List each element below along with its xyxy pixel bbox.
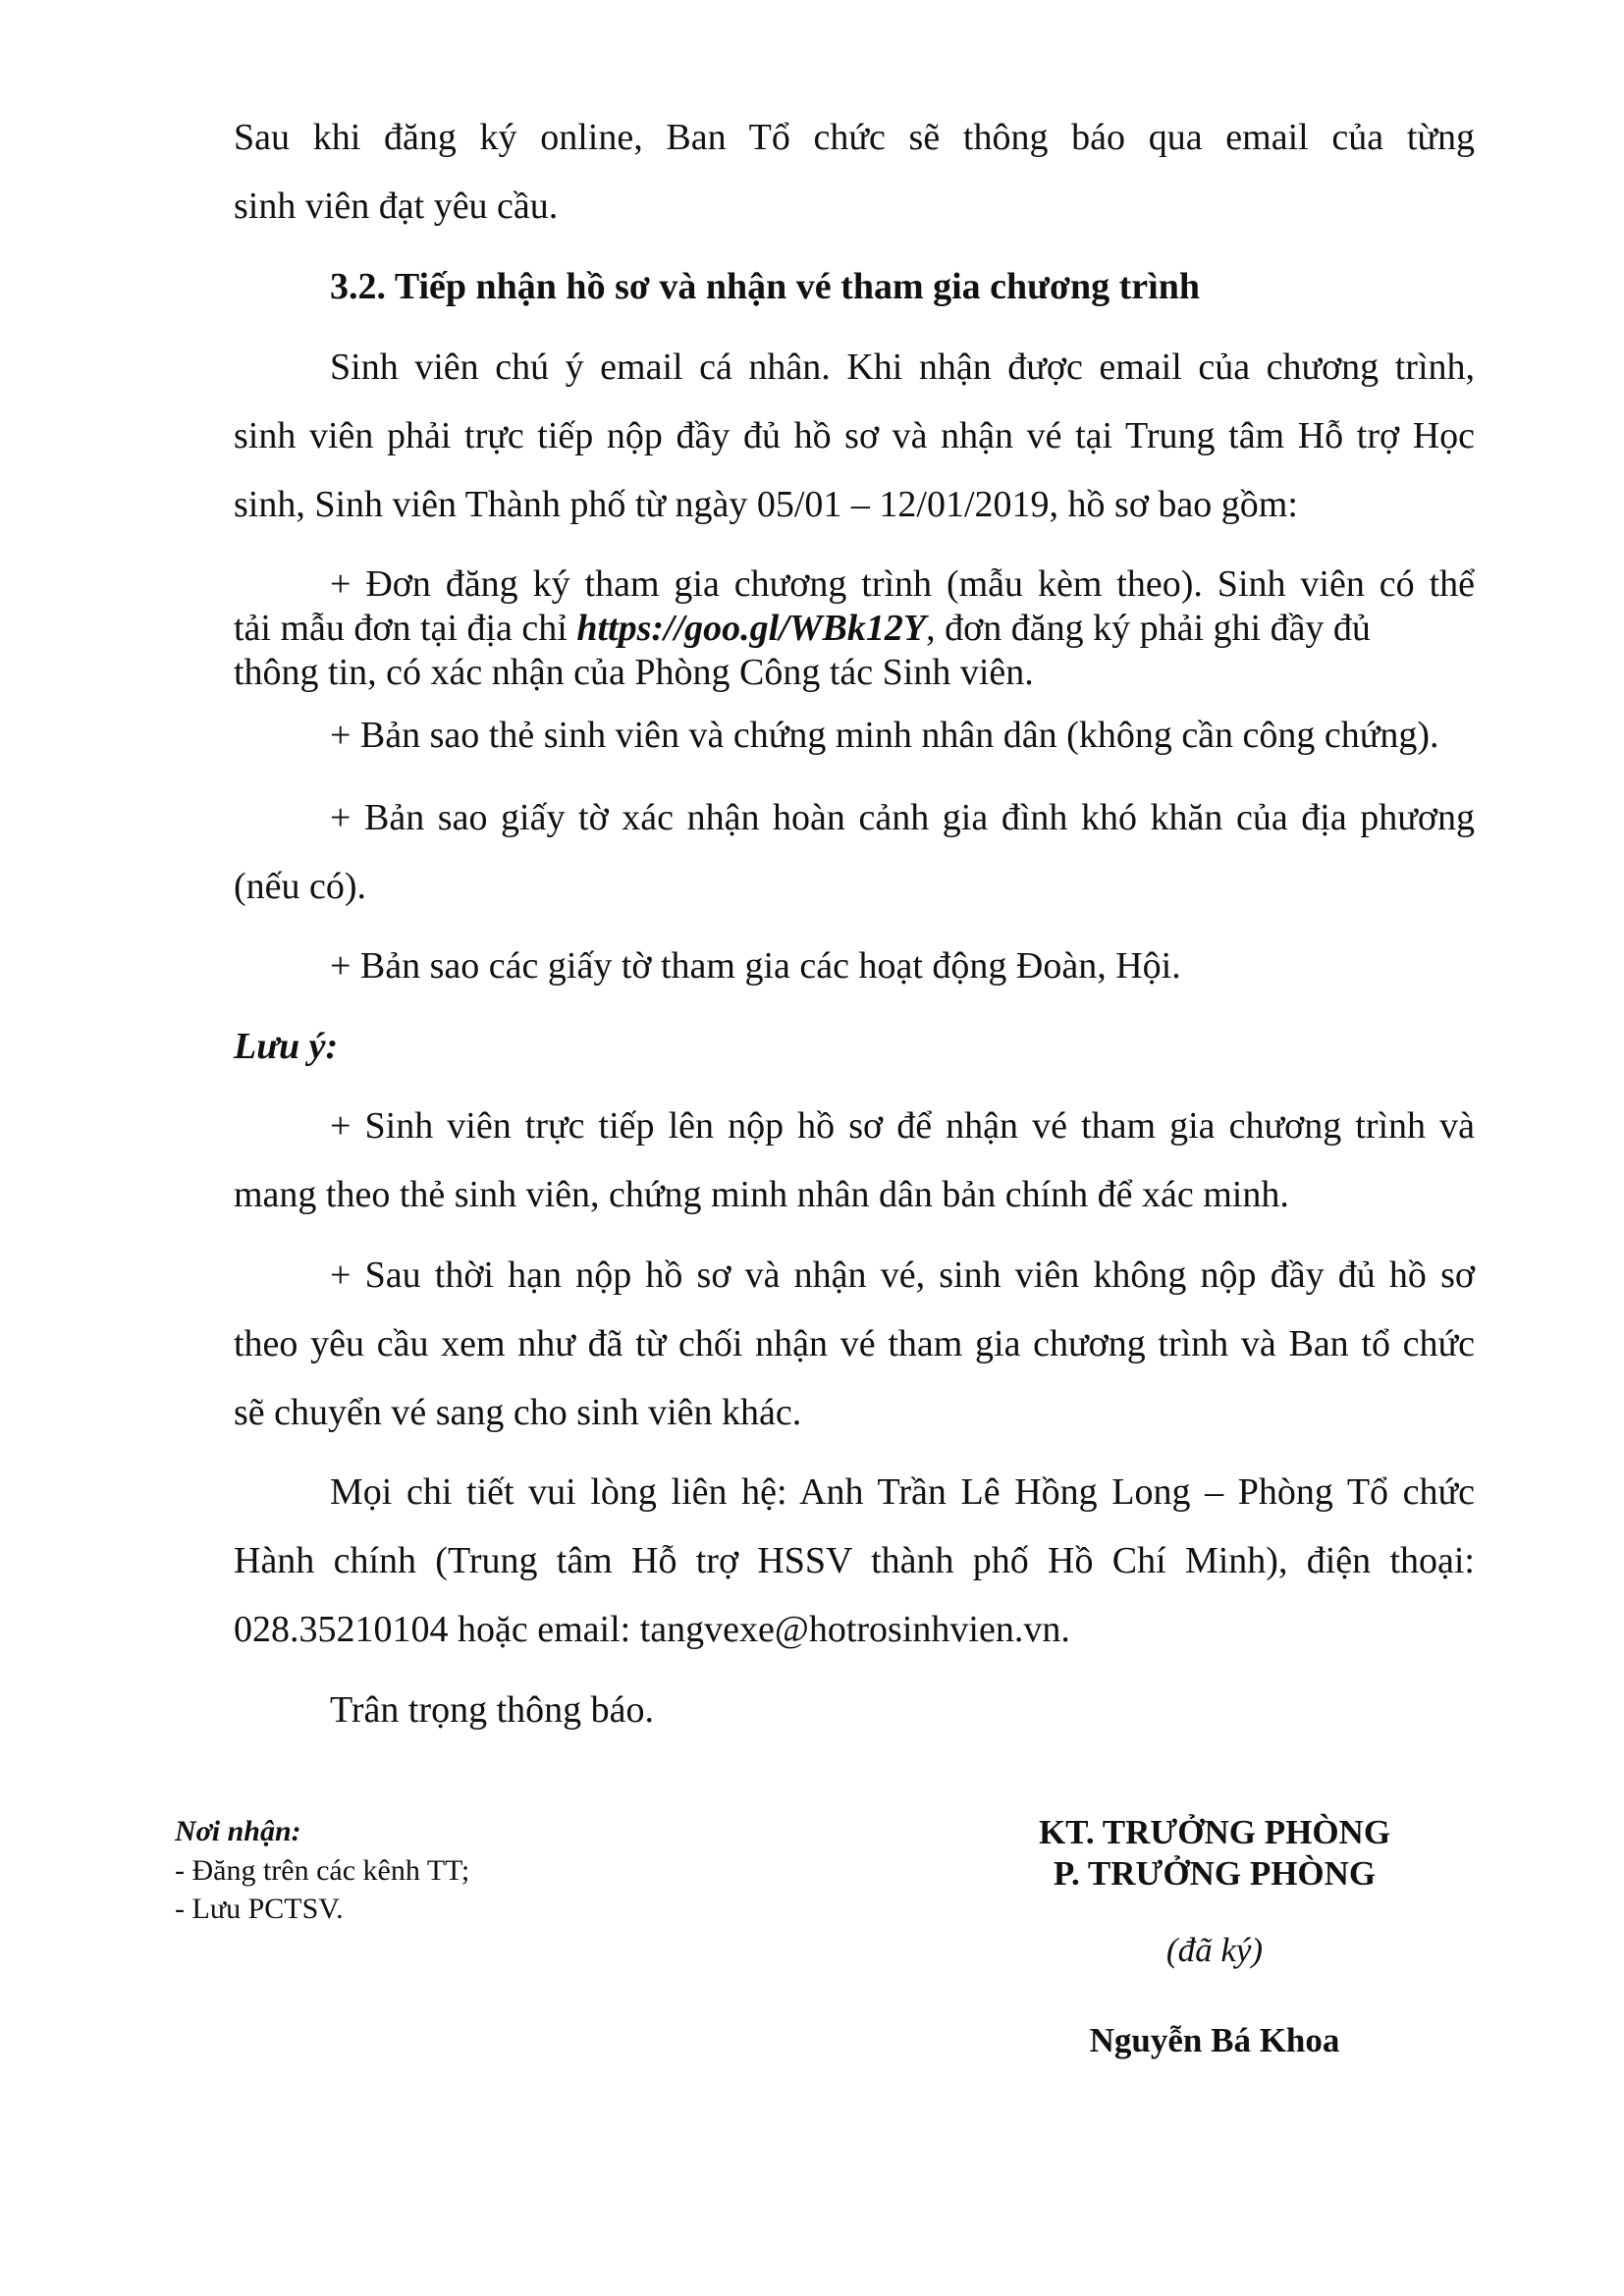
- recipients-title: Nơi nhận:: [175, 1815, 301, 1847]
- contact-line: Mọi chi tiết vui lòng liên hệ: Anh Trần Lê Hồng Long – Phòng Tổ chức: [330, 1471, 1475, 1513]
- list-item: + Đơn đăng ký tham gia chương trình (mẫu kèm theo). Sinh viên có thể: [330, 563, 1475, 605]
- paragraph-line: Sau khi đăng ký online, Ban Tổ chức sẽ thông báo qua email của từng: [234, 117, 1475, 158]
- note-line: + Sinh viên trực tiếp lên nộp hồ sơ để nhận vé tham gia chương trình và: [330, 1105, 1475, 1147]
- download-link[interactable]: https://goo.gl/WBk12Y: [576, 608, 927, 649]
- list-item: thông tin, có xác nhận của Phòng Công tác Sinh viên.: [234, 652, 1034, 693]
- signature-title: KT. TRƯỞNG PHÒNG: [1038, 1813, 1391, 1851]
- note-line: theo yêu cầu xem như đã từ chối nhận vé tham gia chương trình và Ban tổ chức: [234, 1323, 1475, 1364]
- paragraph-line: Sinh viên chú ý email cá nhân. Khi nhận được email của chương trình,: [330, 347, 1475, 388]
- closing-line: Trân trọng thông báo.: [330, 1689, 655, 1731]
- list-item: + Bản sao các giấy tờ tham gia các hoạt động Đoàn, Hội.: [330, 945, 1181, 987]
- section-heading: 3.2. Tiếp nhận hồ sơ và nhận vé tham gia chương trình: [330, 266, 1200, 307]
- signer-name: Nguyễn Bá Khoa: [1089, 2021, 1340, 2059]
- paragraph-line: sinh viên phải trực tiếp nộp đầy đủ hồ sơ và nhận vé tại Trung tâm Hỗ trợ Học: [234, 415, 1475, 456]
- note-line: + Sau thời hạn nộp hồ sơ và nhận vé, sinh viên không nộp đầy đủ hồ sơ: [330, 1255, 1475, 1296]
- signed-note: (đã ký): [1165, 1931, 1264, 1969]
- recipient-item: - Đăng trên các kênh TT;: [175, 1854, 470, 1887]
- note-title: Lưu ý:: [234, 1026, 339, 1067]
- note-line: mang theo thẻ sinh viên, chứng minh nhân dân bản chính để xác minh.: [234, 1174, 1289, 1215]
- recipient-item: - Lưu PCTSV.: [175, 1893, 344, 1925]
- signature-subtitle: P. TRƯỞNG PHÒNG: [1053, 1854, 1377, 1893]
- list-item: (nếu có).: [234, 866, 367, 907]
- list-item-text: , đơn đăng ký phải ghi đầy đủ: [926, 608, 1371, 649]
- paragraph-line: sinh, Sinh viên Thành phố từ ngày 05/01 – 12/01/2019, hồ sơ bao gồm:: [234, 484, 1298, 525]
- paragraph-line: sinh viên đạt yêu cầu.: [234, 186, 559, 227]
- list-item: + Bản sao thẻ sinh viên và chứng minh nhân dân (không cần công chứng).: [330, 715, 1439, 756]
- contact-line: 028.35210104 hoặc email: tangvexe@hotrosinhvien.vn.: [234, 1609, 1070, 1650]
- list-item: + Bản sao giấy tờ xác nhận hoàn cảnh gia đình khó khăn của địa phương: [330, 797, 1475, 838]
- note-line: sẽ chuyển vé sang cho sinh viên khác.: [234, 1392, 802, 1433]
- list-item: [234, 607, 1475, 650]
- list-item-text: tải mẫu đơn tại địa chỉ: [234, 608, 577, 649]
- contact-line: Hành chính (Trung tâm Hỗ trợ HSSV thành phố Hồ Chí Minh), điện thoại:: [234, 1540, 1475, 1581]
